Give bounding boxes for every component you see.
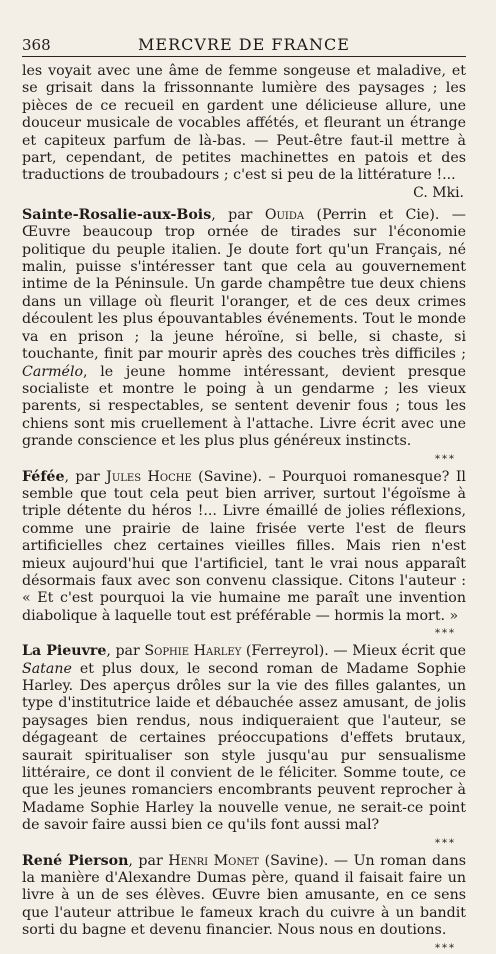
par-text: , par	[106, 643, 145, 660]
book-title: La Pieuvre	[22, 643, 107, 660]
review-la-pieuvre	[22, 643, 466, 834]
review-text-cont: , le jeune homme intéressant, devient presque socialiste et montre le poing à un gendarme ; les vieux parents, si respectables, se sentent devenir fous ; tous les chiens sont mis cruellement à l'attache. Livre écrit avec une grande conscience et les plus plus généreux instincts.	[22, 363, 466, 450]
book-publisher: (Perrin et Cie). —	[304, 206, 466, 223]
review-continuation	[22, 63, 466, 185]
book-author: Ouida	[264, 206, 305, 223]
review-text: les voyait avec une âme de femme songeuse et maladive, et se grisait dans la frissonnante lumière des paysages ; les pièces de ce recueil en gardent une délicieuse allure, une douceur musicale de vocables affétés, et fleurant un étrange et capiteux parfum de là-bas. — Peut-être faut-il mettre à part, cependant, de petites machinettes en patois et des traductions de troubadours ; c'est si peu de la littérature !...	[22, 63, 466, 184]
book-author: Henri Monet	[168, 852, 260, 869]
book-author: Sophie Harley	[144, 643, 242, 660]
review-text-cont: et plus doux, le second roman de Madame Sophie Harley. Des aperçus drôles sur la vie des filles galantes, un type d'institutrice laide et débauchée assez amusant, de jolis paysages bien rendus, nous indiqueraient que l'auteur, se dégageant de certaines préoccupations d'effets brutaux, saurait spiritualiser son style jusqu'au pur sensualisme littéraire, ce dont il convient de le féliciter. Somme toute, ce que les jeunes romanciers encombrants peuvent reprocher à Madame Sophie Harley la nouvelle venue, ne serait-ce point de savoir faire aussi bien ce qu'ils font aussi mal?	[22, 660, 466, 834]
section-separator: ***	[435, 453, 456, 465]
italic-title: Satane	[22, 660, 72, 677]
review-text: Mieux écrit que	[352, 643, 466, 660]
par-text: , par	[211, 206, 265, 223]
italic-name: Carmélo	[22, 363, 84, 380]
section-separator: ***	[435, 837, 456, 849]
book-publisher: (Savine). —	[259, 852, 354, 869]
review-text: Un roman dans la manière d'Alexandre Dumas père, quand il faisait faire un livre à un de ses élèves. Œuvre bien amusante, en ce sens que l'auteur attribue le fameux krach du cuivre à un bandit sorti du bagne et devenu financier. Nous nous en doutions.	[22, 852, 467, 939]
review-text: Œuvre beaucoup trop ornée de tirades sur l'économie politique du peuple italien. Je doute fort qu'un Français, né malin, puisse s'intéresser tant que cela au gouvernement intime de la Péninsule. Un garde champêtre tue deux chiens dans un village où fleurit l'oranger, et de ces deux crimes découlent les plus épouvantables événements. Tout le monde va en prison ; la jeune héroïne, si belle, si chaste, si touchante, finit par mourir après des couches très difficiles ;	[22, 224, 466, 363]
section-separator: ***	[435, 942, 456, 954]
review-text: – Pourquoi romanesque? Il semble que tout cela peut bien arriver, surtout l'égoïsme à triple détente du héros !... Livre émaillé de jolies réflexions, comme une prairie de laine frisée verte l'est de fleurs artificielles chez certaines vieilles filles. Mais rien n'est mieux aujourd'hui que l'artificiel, tant le vrai nous apparaît désormais faux avec son convenu classique. Citons l'auteur : « Et c'est pourquoi la vie humaine me paraît une invention diabolique à laquelle tout est préférable — hormis la mort. »	[22, 468, 466, 624]
page-header	[22, 30, 466, 57]
par-text: , par	[128, 852, 169, 869]
book-title: Sainte-Rosalie-aux-Bois	[22, 206, 212, 223]
running-head: MERCVRE DE FRANCE	[138, 35, 350, 54]
review-sainte-rosalie	[22, 207, 466, 451]
review-rene-pierson	[22, 853, 466, 940]
book-publisher: (Ferreyrol). —	[241, 643, 353, 660]
par-text: , par	[64, 468, 107, 485]
page-number: 368	[22, 36, 51, 54]
review-signature: C. Mki.	[413, 184, 464, 201]
book-title: Féfée	[22, 468, 65, 485]
review-fefee	[22, 469, 466, 626]
book-title: René Pierson	[22, 852, 129, 869]
section-separator: ***	[435, 628, 456, 640]
book-publisher: (Savine).	[191, 468, 269, 485]
book-author: Jules Hoche	[106, 468, 192, 485]
